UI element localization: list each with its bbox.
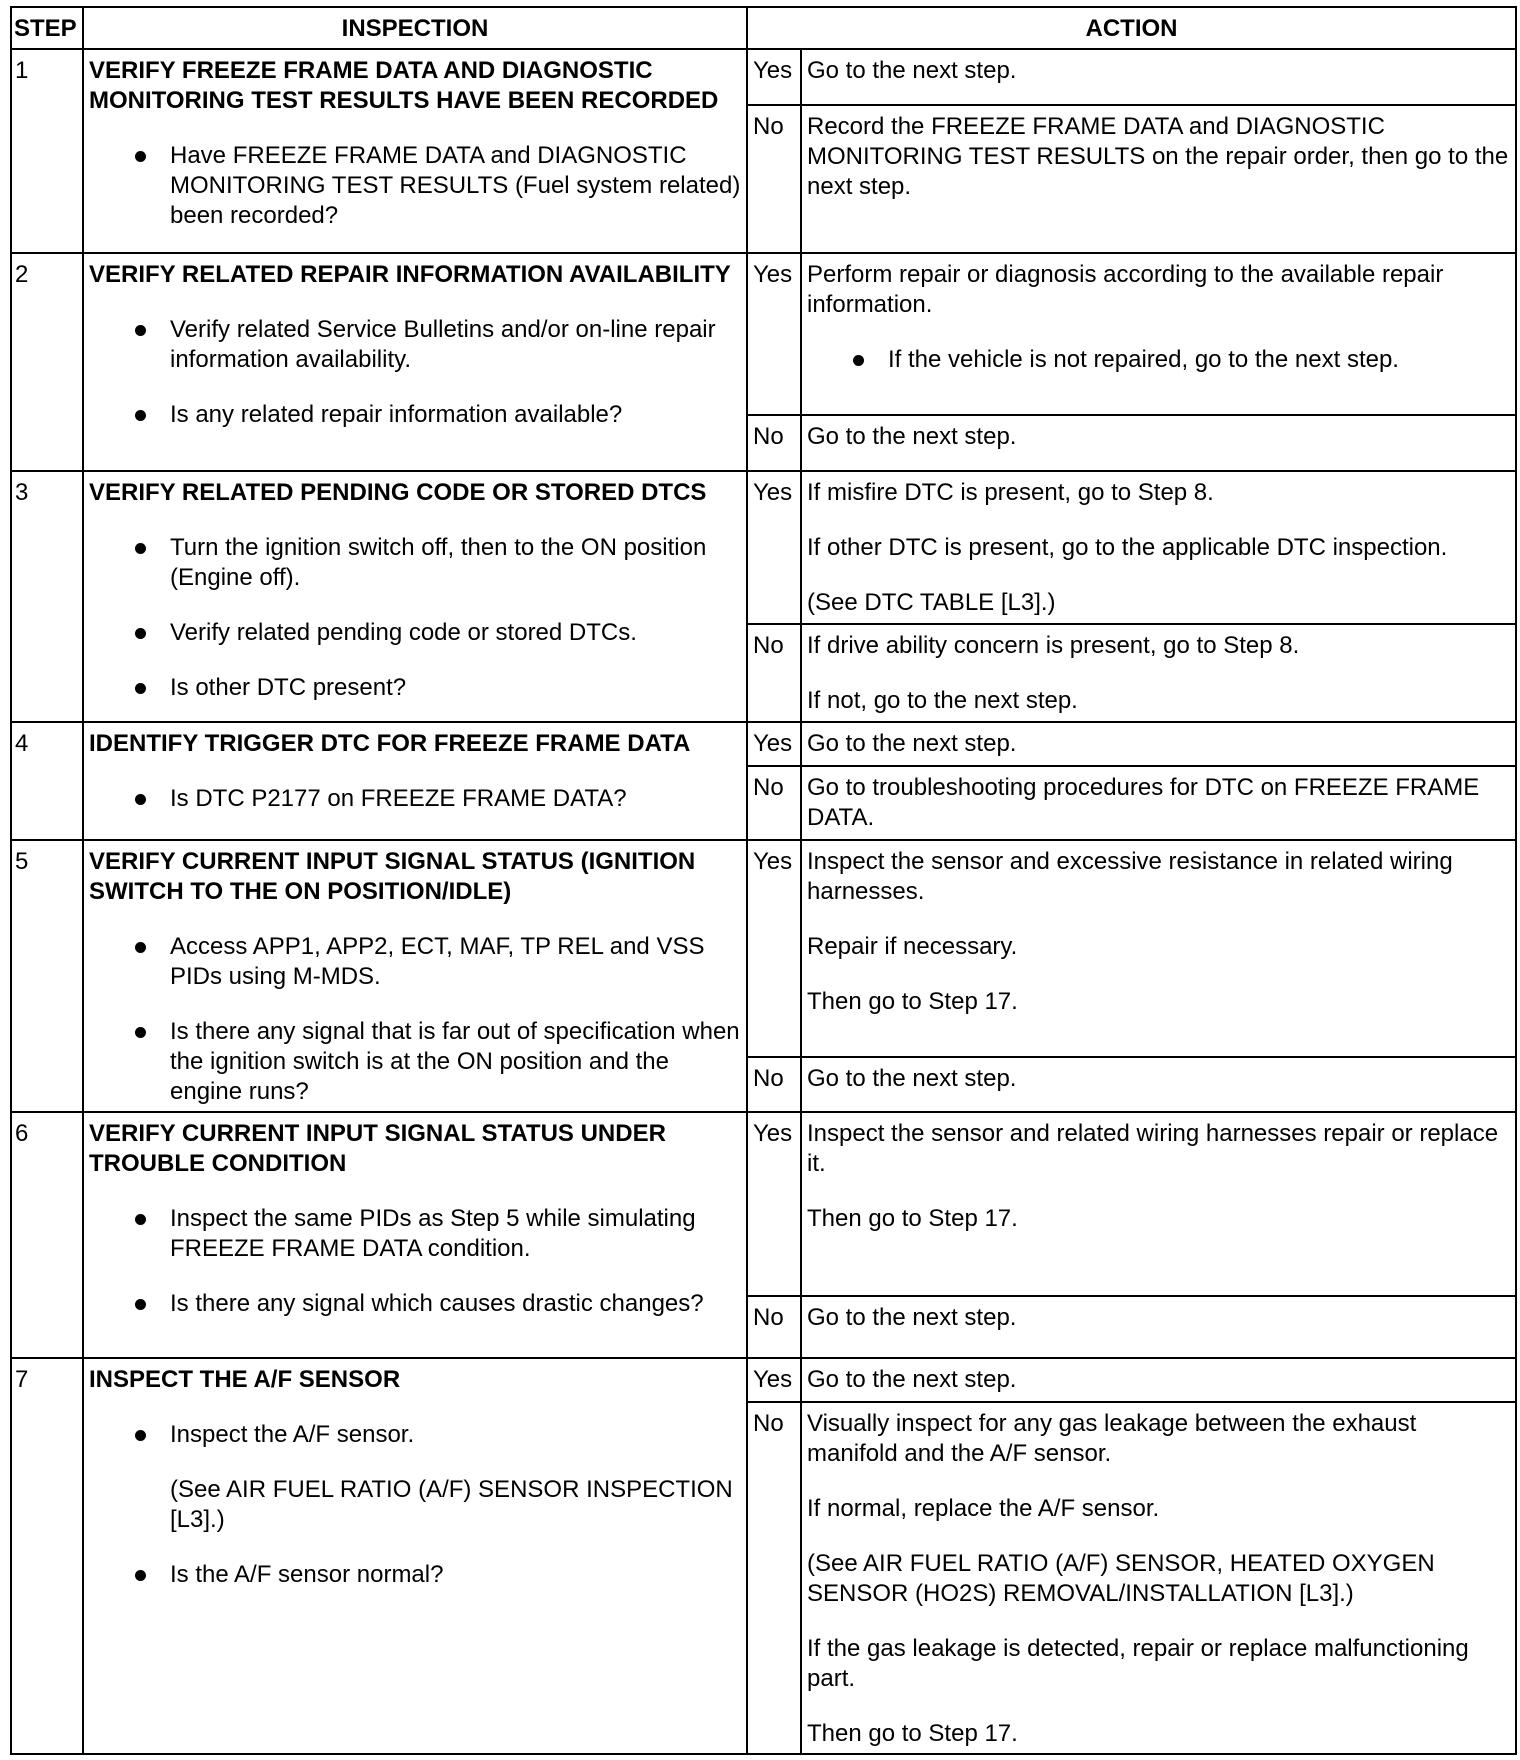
yes-action: Go to the next step. [801, 1358, 1516, 1402]
inspection-cell [83, 253, 747, 471]
bullet-item: Have FREEZE FRAME DATA and DIAGNOSTIC MONITORING TEST RESULTS (Fuel system related) been recorded? [89, 141, 741, 231]
yes-action: Go to the next step. [801, 722, 1516, 766]
no-action: Go to troubleshooting procedures for DTC on FREEZE FRAME DATA. [801, 766, 1516, 840]
step-number: 4 [11, 722, 83, 840]
no-label: No [747, 766, 801, 840]
bullet-icon [135, 942, 146, 953]
step-title: INSPECT THE A/F SENSOR [89, 1366, 401, 1393]
yes-label: Yes [747, 1358, 801, 1402]
step-title: VERIFY RELATED REPAIR INFORMATION AVAILABILITY [89, 261, 731, 288]
inspection-cell [83, 471, 747, 722]
bullet-item: Is any related repair information available? [89, 400, 741, 430]
bullet-item: Inspect the A/F sensor. [89, 1420, 741, 1450]
bullet-icon [135, 410, 146, 421]
no-label: No [747, 1402, 801, 1754]
bullet-icon [135, 628, 146, 639]
yes-action: If misfire DTC is present, go to Step 8. If other DTC is present, go to the applicable DTC inspection. (See DTC TABLE [L3].) [801, 471, 1516, 624]
bullet-item: Verify related pending code or stored DTCs. [89, 618, 741, 648]
step-number: 3 [11, 471, 83, 722]
header-row [11, 7, 1516, 49]
bullet-icon [135, 1214, 146, 1225]
no-action: Visually inspect for any gas leakage between the exhaust manifold and the A/F sensor. If normal, replace the A/F sensor. (See AIR FUEL RATIO (A/F) SENSOR, HEATED OXYGEN SENSOR (HO2S) REMOVAL/INSTALLATION [L3].) If the gas leakage is detected, repair or replace malfunctioning part. Then go to Step 17. [801, 1402, 1516, 1754]
inspection-cell [83, 49, 747, 253]
inspection-header: INSPECTION [83, 7, 747, 49]
yes-label: Yes [747, 840, 801, 1057]
bullet-item: Inspect the same PIDs as Step 5 while simulating FREEZE FRAME DATA condition. [89, 1204, 741, 1264]
action-header: ACTION [747, 7, 1516, 49]
bullet-icon [135, 325, 146, 336]
step-title: VERIFY CURRENT INPUT SIGNAL STATUS UNDER TROUBLE CONDITION [89, 1120, 666, 1177]
step-5-yes-row [11, 840, 1516, 1057]
no-action: If drive ability concern is present, go to Step 8. If not, go to the next step. [801, 624, 1516, 722]
no-label: No [747, 1057, 801, 1112]
step-title: IDENTIFY TRIGGER DTC FOR FREEZE FRAME DATA [89, 730, 691, 757]
bullet-icon [135, 1299, 146, 1310]
yes-label: Yes [747, 49, 801, 105]
inspection-cell [83, 1358, 747, 1754]
step-3-yes-row [11, 471, 1516, 624]
no-action: Go to the next step. [801, 1296, 1516, 1358]
no-label: No [747, 1296, 801, 1358]
bullet-item: If the vehicle is not repaired, go to the next step. [807, 345, 1510, 375]
yes-action: Go to the next step. [801, 49, 1516, 105]
bullet-item: Is there any signal that is far out of specification when the ignition switch is at the ON position and the engine runs? [89, 1017, 741, 1107]
yes-label: Yes [747, 471, 801, 624]
bullet-icon [135, 151, 146, 162]
inspection-cell [83, 840, 747, 1112]
step-1-yes-row [11, 49, 1516, 105]
bullet-icon [135, 543, 146, 554]
step-number: 5 [11, 840, 83, 1112]
bullet-item: Is DTC P2177 on FREEZE FRAME DATA? [89, 784, 741, 814]
bullet-item: Is other DTC present? [89, 673, 741, 703]
step-header: STEP [11, 7, 83, 49]
no-label: No [747, 624, 801, 722]
bullet-icon [135, 1570, 146, 1581]
step-number: 6 [11, 1112, 83, 1358]
bullet-item: Verify related Service Bulletins and/or on-line repair information availability. [89, 315, 741, 375]
bullet-icon [853, 355, 864, 366]
yes-action: Inspect the sensor and excessive resistance in related wiring harnesses. Repair if necessary. Then go to Step 17. [801, 840, 1516, 1057]
step-6-yes-row [11, 1112, 1516, 1296]
no-action: Record the FREEZE FRAME DATA and DIAGNOSTIC MONITORING TEST RESULTS on the repair order, then go to the next step. [801, 105, 1516, 253]
step-number: 7 [11, 1358, 83, 1754]
step-title: VERIFY FREEZE FRAME DATA AND DIAGNOSTIC MONITORING TEST RESULTS HAVE BEEN RECORDED [89, 57, 719, 114]
bullet-icon [135, 794, 146, 805]
bullet-icon [135, 1027, 146, 1038]
no-action: Go to the next step. [801, 415, 1516, 471]
step-title: VERIFY RELATED PENDING CODE OR STORED DTCS [89, 479, 707, 506]
step-number: 1 [11, 49, 83, 253]
no-label: No [747, 415, 801, 471]
bullet-item: Is the A/F sensor normal? [89, 1560, 741, 1590]
inspection-table [10, 6, 1517, 1755]
inspection-cell [83, 1112, 747, 1358]
yes-action: Inspect the sensor and related wiring harnesses repair or replace it. Then go to Step 17. [801, 1112, 1516, 1296]
step-number: 2 [11, 253, 83, 471]
diagnostic-procedure [10, 6, 1515, 1755]
bullet-icon [135, 1430, 146, 1441]
yes-label: Yes [747, 1112, 801, 1296]
reference-note: (See AIR FUEL RATIO (A/F) SENSOR INSPECTION [L3].) [170, 1476, 733, 1533]
bullet-item: Access APP1, APP2, ECT, MAF, TP REL and VSS PIDs using M-MDS. [89, 932, 741, 992]
step-7-yes-row [11, 1358, 1516, 1402]
bullet-item: Turn the ignition switch off, then to the ON position (Engine off). [89, 533, 741, 593]
no-label: No [747, 105, 801, 253]
yes-label: Yes [747, 253, 801, 415]
step-4-yes-row [11, 722, 1516, 766]
yes-label: Yes [747, 722, 801, 766]
step-2-yes-row [11, 253, 1516, 415]
bullet-icon [135, 683, 146, 694]
step-title: VERIFY CURRENT INPUT SIGNAL STATUS (IGNITION SWITCH TO THE ON POSITION/IDLE) [89, 848, 696, 905]
no-action: Go to the next step. [801, 1057, 1516, 1112]
yes-action: Perform repair or diagnosis according to the available repair information. If the vehicle is not repaired, go to the next step. [801, 253, 1516, 415]
inspection-cell [83, 722, 747, 840]
bullet-item: Is there any signal which causes drastic changes? [89, 1289, 741, 1319]
